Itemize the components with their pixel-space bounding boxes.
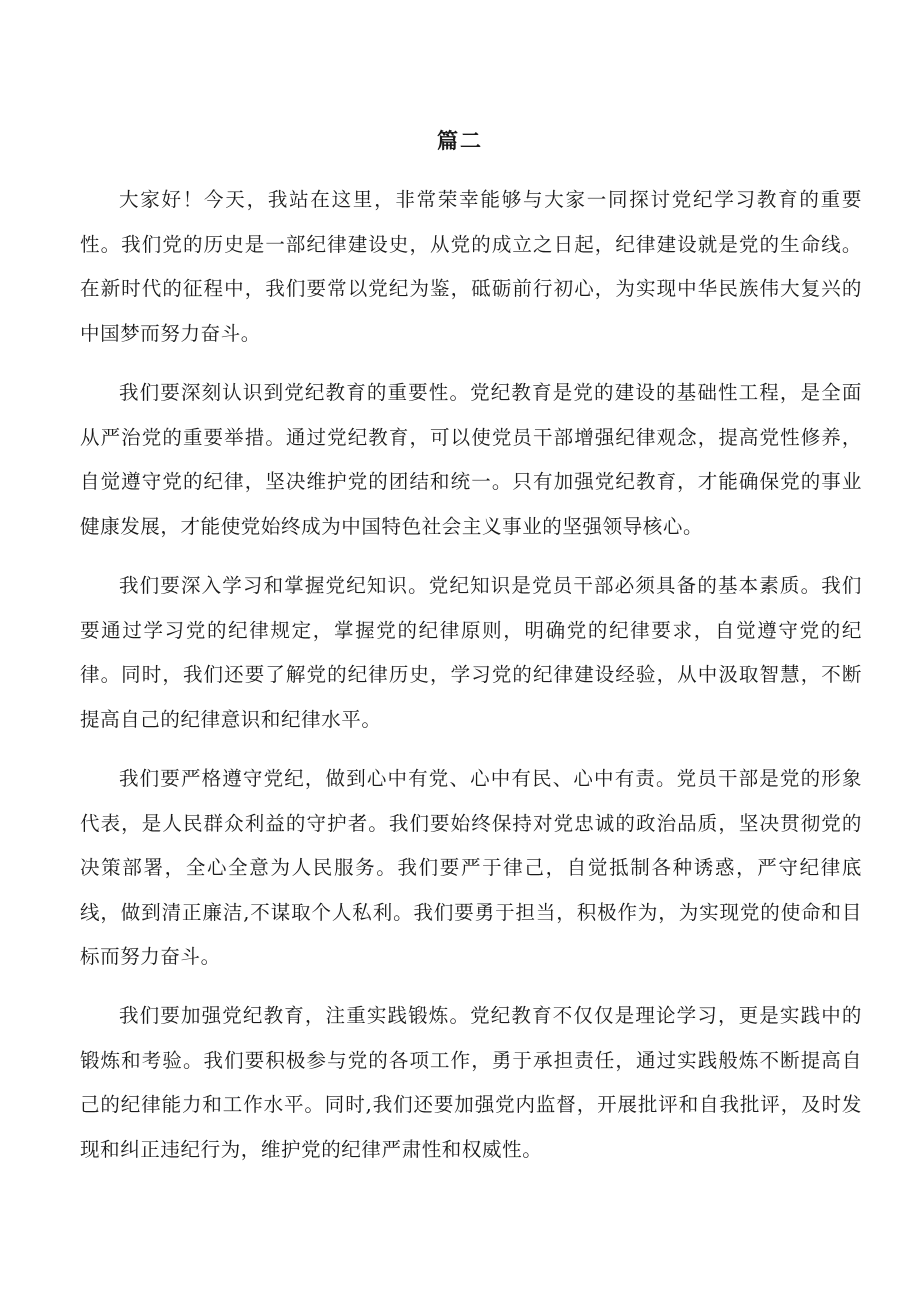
paragraph-practice: 我们要加强党纪教育，注重实践锻炼。党纪教育不仅仅是理论学习，更是实践中的锻炼和考验。我们要积极参与党的各项工作，勇于承担责任，通过实践般炼不断提高自己的纪律能力和工作水平。同时,我们还要加强党内监督，开展批评和自我批评，及时发现和纠正违纪行为，维护党的纪律严肃性和权威性。 <box>80 1004 862 1161</box>
paragraph-compliance: 我们要严格遵守党纪，做到心中有党、心中有民、心中有责。党员干部是党的形象代表，是人民群众利益的守护者。我们要始终保持对党忠诚的政治品质，坚决贯彻党的决策部署，全心全意为人民服务。我们要严于律己，自觉抵制各种诱惑，严守纪律底线，做到清正廉洁,不谋取个人私利。我们要勇于担当，积极作为，为实现党的使命和目标而努力奋斗。 <box>80 767 862 969</box>
document-title: 篇二 <box>437 128 483 153</box>
paragraph-greeting: 大家好！今天，我站在这里，非常荣幸能够与大家一同探讨党纪学习教育的重要性。我们党的历史是一部纪律建设史，从党的成立之日起，纪律建设就是党的生命线。在新时代的征程中，我们要常以党纪为鉴，砥砺前行初心，为实现中华民族伟大复兴的中国梦而努力奋斗。 <box>80 188 862 345</box>
paragraph-importance: 我们要深刻认识到党纪教育的重要性。党纪教育是党的建设的基础性工程，是全面从严治党的重要举措。通过党纪教育，可以使党员干部增强纪律观念，提高党性修养，自觉遵守党的纪律，坚决维护党的团结和统一。只有加强党纪教育，才能确保党的事业健康发展，才能使党始终成为中国特色社会主义事业的坚强领导核心。 <box>80 381 862 538</box>
paragraph-knowledge: 我们要深入学习和掌握党纪知识。党纪知识是党员干部必须具备的基本素质。我们要通过学习党的纪律规定，掌握党的纪律原则，明确党的纪律要求，自觉遵守党的纪律。同时，我们还要了解党的纪律历史，学习党的纪律建设经验，从中汲取智慧，不断提高自己的纪律意识和纪律水平。 <box>80 574 862 731</box>
